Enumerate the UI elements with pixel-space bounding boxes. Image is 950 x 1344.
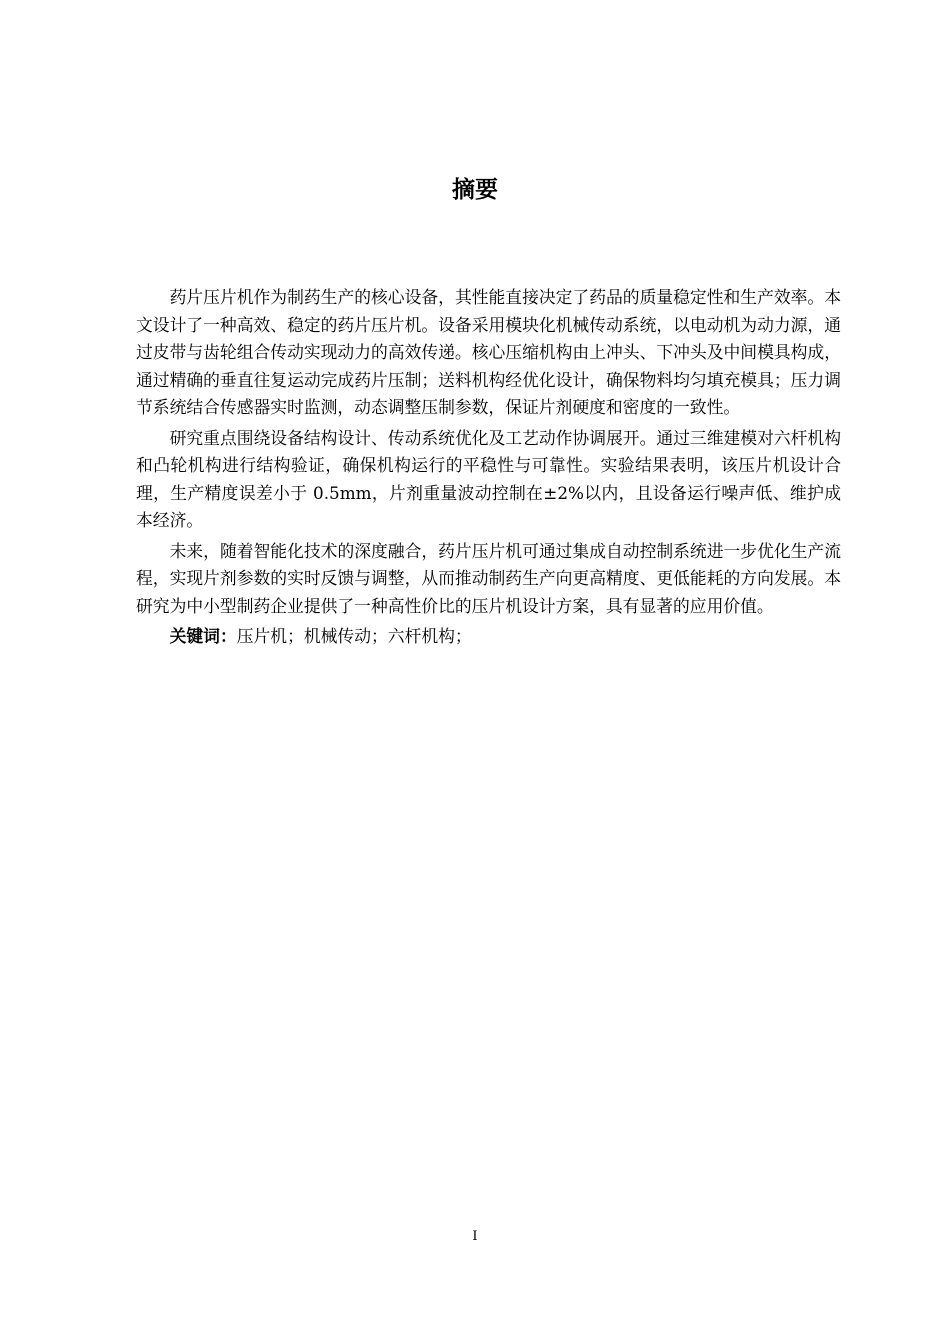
abstract-body (136, 284, 841, 651)
keywords-line (136, 623, 841, 651)
page-title: 摘要 (452, 177, 498, 203)
abstract-paragraph-1: 药片压片机作为制药生产的核心设备，其性能直接决定了药品的质量稳定性和生产效率。本文设计了一种高效、稳定的药片压片机。设备采用模块化机械传动系统，以电动机为动力源，通过皮带与齿轮组合传动实现动力的高效传递。核心压缩机构由上冲头、下冲头及中间模具构成，通过精确的垂直往复运动完成药片压制；送料机构经优化设计，确保物料均匀填充模具；压力调节系统结合传感器实时监测，动态调整压制参数，保证片剂硬度和密度的一致性。 (136, 287, 841, 417)
abstract-paragraph-3: 未来，随着智能化技术的深度融合，药片压片机可通过集成自动控制系统进一步优化生产流程，实现片剂参数的实时反馈与调整，从而推动制药生产向更高精度、更低能耗的方向发展。本研究为中小型制药企业提供了一种高性价比的压片机设计方案，具有显著的应用价值。 (136, 540, 841, 616)
keywords-label: 关键词： (169, 626, 237, 646)
abstract-paragraph-2: 研究重点围绕设备结构设计、传动系统优化及工艺动作协调展开。通过三维建模对六杆机构和凸轮机构进行结构验证，确保机构运行的平稳性与可靠性。实验结果表明，该压片机设计合理，生产精度误差小于 0.5mm，片剂重量波动控制在±2%以内，且设备运行噪声低、维护成本经济。 (136, 427, 841, 530)
page-number: I (472, 1229, 478, 1244)
keywords-value: 压片机；机械传动；六杆机构； (236, 626, 472, 646)
